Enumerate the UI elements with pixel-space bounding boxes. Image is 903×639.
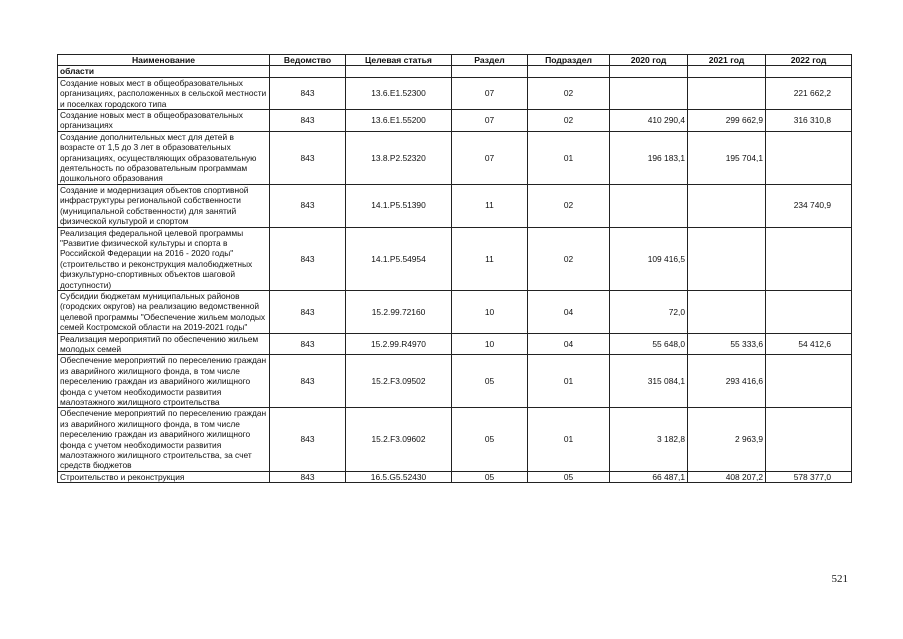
cell-subsection <box>528 66 610 77</box>
cell-target-article: 14.1.P5.54954 <box>346 227 452 290</box>
header-subsection: Подраздел <box>528 55 610 66</box>
cell-2020: 66 487,1 <box>610 471 688 482</box>
table-row <box>58 227 852 290</box>
cell-2021 <box>688 227 766 290</box>
cell-target-article: 14.1.P5.51390 <box>346 184 452 227</box>
cell-name: Создание новых мест в общеобразовательных организациях <box>58 110 270 132</box>
cell-section: 11 <box>452 184 528 227</box>
cell-department: 843 <box>270 355 346 408</box>
cell-department: 843 <box>270 110 346 132</box>
cell-section: 07 <box>452 110 528 132</box>
table-row <box>58 66 852 77</box>
cell-2020 <box>610 77 688 109</box>
cell-2021: 408 207,2 <box>688 471 766 482</box>
table-row <box>58 333 852 355</box>
cell-2022 <box>766 408 852 471</box>
cell-2020: 55 648,0 <box>610 333 688 355</box>
cell-subsection: 04 <box>528 290 610 333</box>
cell-2021 <box>688 77 766 109</box>
cell-section: 07 <box>452 77 528 109</box>
cell-2022 <box>766 290 852 333</box>
cell-2020: 3 182,8 <box>610 408 688 471</box>
cell-department: 843 <box>270 408 346 471</box>
cell-section: 10 <box>452 290 528 333</box>
cell-2022: 316 310,8 <box>766 110 852 132</box>
cell-2020: 410 290,4 <box>610 110 688 132</box>
cell-2020 <box>610 66 688 77</box>
header-year-2020: 2020 год <box>610 55 688 66</box>
table-row <box>58 408 852 471</box>
cell-subsection: 02 <box>528 77 610 109</box>
cell-subsection: 01 <box>528 131 610 184</box>
cell-name: Реализация федеральной целевой программы "Развитие физической культуры и спорта в Российской Федерации на 2016 - 2020 годы" (строительство и реконструкция малобюджетных физкультурно-спортивных объектов шаговой доступности) <box>58 227 270 290</box>
cell-2022: 54 412,6 <box>766 333 852 355</box>
table-row <box>58 471 852 482</box>
header-year-2022: 2022 год <box>766 55 852 66</box>
table-row <box>58 290 852 333</box>
cell-subsection: 02 <box>528 227 610 290</box>
table-row <box>58 355 852 408</box>
page-number: 521 <box>831 573 848 585</box>
cell-section: 05 <box>452 355 528 408</box>
cell-department: 843 <box>270 184 346 227</box>
cell-2021 <box>688 66 766 77</box>
cell-2022: 221 662,2 <box>766 77 852 109</box>
cell-2020 <box>610 184 688 227</box>
cell-name: Строительство и реконструкция <box>58 471 270 482</box>
cell-target-article <box>346 66 452 77</box>
header-name: Наименование <box>58 55 270 66</box>
cell-2021: 2 963,9 <box>688 408 766 471</box>
table-row <box>58 77 852 109</box>
cell-section: 07 <box>452 131 528 184</box>
cell-2021 <box>688 184 766 227</box>
cell-department: 843 <box>270 333 346 355</box>
cell-department <box>270 66 346 77</box>
table-header-row <box>58 55 852 66</box>
cell-target-article: 16.5.G5.52430 <box>346 471 452 482</box>
cell-subsection: 05 <box>528 471 610 482</box>
cell-subsection: 01 <box>528 355 610 408</box>
cell-target-article: 13.6.E1.55200 <box>346 110 452 132</box>
cell-2022: 234 740,9 <box>766 184 852 227</box>
cell-2021: 299 662,9 <box>688 110 766 132</box>
cell-section <box>452 66 528 77</box>
cell-subsection: 02 <box>528 184 610 227</box>
cell-department: 843 <box>270 227 346 290</box>
cell-name: области <box>58 66 270 77</box>
cell-target-article: 13.6.E1.52300 <box>346 77 452 109</box>
cell-2022 <box>766 355 852 408</box>
cell-target-article: 13.8.P2.52320 <box>346 131 452 184</box>
cell-2021: 55 333,6 <box>688 333 766 355</box>
cell-2021 <box>688 290 766 333</box>
cell-department: 843 <box>270 290 346 333</box>
header-section: Раздел <box>452 55 528 66</box>
header-target-article: Целевая статья <box>346 55 452 66</box>
cell-target-article: 15.2.99.R4970 <box>346 333 452 355</box>
header-year-2021: 2021 год <box>688 55 766 66</box>
budget-table <box>57 54 852 483</box>
cell-section: 05 <box>452 408 528 471</box>
cell-2022 <box>766 227 852 290</box>
cell-2020: 109 416,5 <box>610 227 688 290</box>
cell-name: Реализация мероприятий по обеспечению жильем молодых семей <box>58 333 270 355</box>
table-row <box>58 184 852 227</box>
cell-name: Субсидии бюджетам муниципальных районов (городских округов) на реализацию ведомственной целевой программы "Обеспечение жильем молодых семей Костромской области на 2019-2021 годы" <box>58 290 270 333</box>
cell-name: Обеспечение мероприятий по переселению граждан из аварийного жилищного фонда, в том числе переселению граждан из аварийного жилищного фонда с учетом необходимости развития малоэтажного жилищного строительства <box>58 355 270 408</box>
cell-section: 11 <box>452 227 528 290</box>
cell-section: 05 <box>452 471 528 482</box>
cell-subsection: 02 <box>528 110 610 132</box>
cell-target-article: 15.2.F3.09502 <box>346 355 452 408</box>
cell-subsection: 04 <box>528 333 610 355</box>
cell-department: 843 <box>270 471 346 482</box>
cell-2021: 195 704,1 <box>688 131 766 184</box>
cell-name: Обеспечение мероприятий по переселению граждан из аварийного жилищного фонда, в том числе переселению граждан из аварийного жилищного фонда с учетом необходимости развития малоэтажного жилищного строительства, за счет средств бюджетов <box>58 408 270 471</box>
cell-2022 <box>766 66 852 77</box>
cell-name: Создание дополнительных мест для детей в возрасте от 1,5 до 3 лет в образовательных организациях, осуществляющих образовательную деятельность по образовательным программам дошкольного образования <box>58 131 270 184</box>
cell-2022: 578 377,0 <box>766 471 852 482</box>
cell-2021: 293 416,6 <box>688 355 766 408</box>
cell-target-article: 15.2.F3.09602 <box>346 408 452 471</box>
cell-2020: 315 084,1 <box>610 355 688 408</box>
cell-section: 10 <box>452 333 528 355</box>
cell-name: Создание новых мест в общеобразовательных организациях, расположенных в сельской местности и поселках городского типа <box>58 77 270 109</box>
cell-department: 843 <box>270 77 346 109</box>
header-department: Ведомство <box>270 55 346 66</box>
cell-2020: 72,0 <box>610 290 688 333</box>
cell-target-article: 15.2.99.72160 <box>346 290 452 333</box>
cell-2020: 196 183,1 <box>610 131 688 184</box>
cell-name: Создание и модернизация объектов спортивной инфраструктуры региональной собственности (муниципальной собственности) для занятий физической культурой и спортом <box>58 184 270 227</box>
cell-subsection: 01 <box>528 408 610 471</box>
cell-department: 843 <box>270 131 346 184</box>
table-row <box>58 110 852 132</box>
table-row <box>58 131 852 184</box>
cell-2022 <box>766 131 852 184</box>
